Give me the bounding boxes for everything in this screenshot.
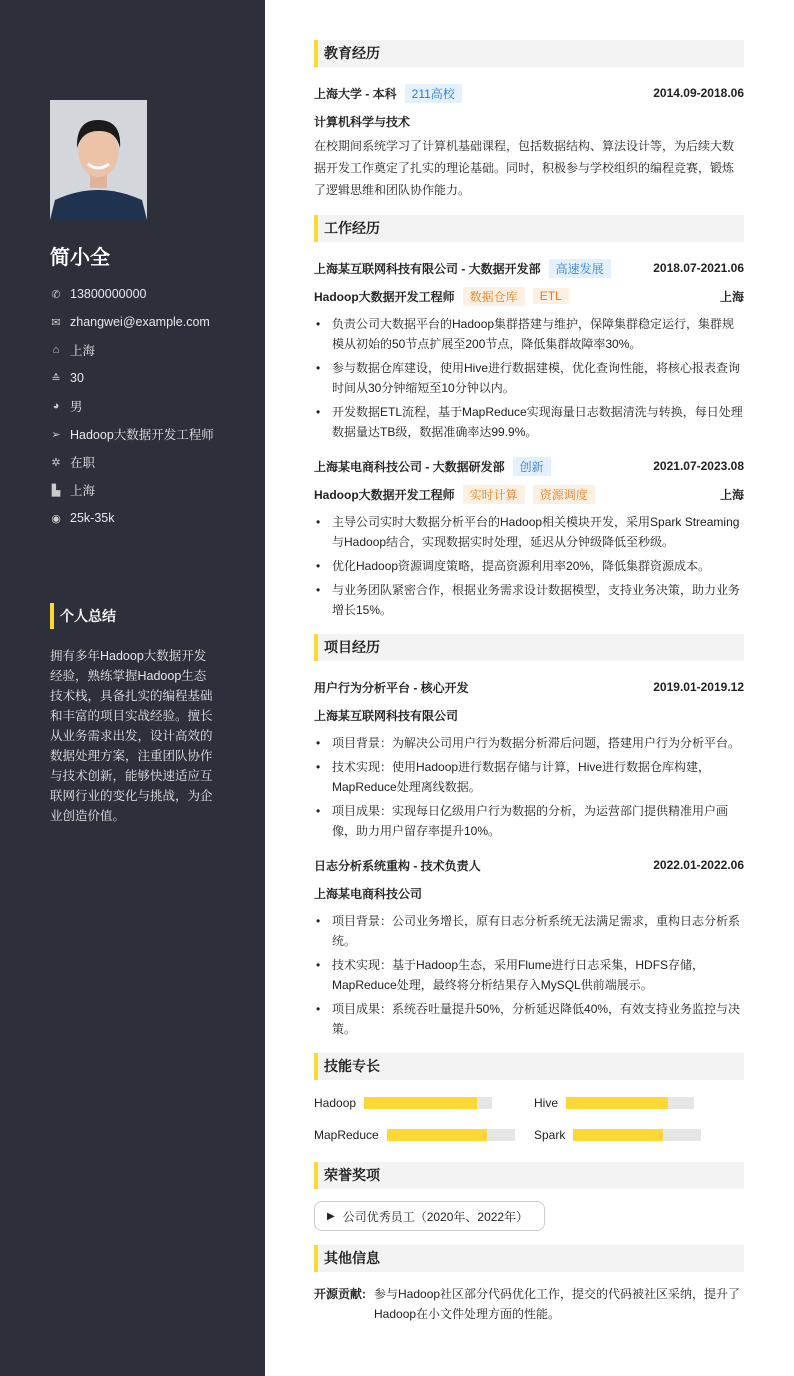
work-item bbox=[314, 254, 744, 442]
section-heading: 其他信息 bbox=[314, 1245, 744, 1272]
skill-bar-fill bbox=[387, 1129, 487, 1141]
avatar bbox=[50, 100, 147, 220]
project-item bbox=[314, 673, 744, 841]
project-name: 日志分析系统重构 - 技术负责人 bbox=[314, 858, 481, 873]
info-row bbox=[50, 336, 214, 364]
awards-section bbox=[314, 1162, 744, 1245]
skill-item bbox=[534, 1124, 744, 1146]
bullet: • 与业务团队紧密合作，根据业务需求设计数据模型，支持业务决策，助力业务增长15%。 bbox=[314, 580, 744, 620]
section-heading: 项目经历 bbox=[314, 634, 744, 661]
other-section bbox=[314, 1245, 744, 1324]
education-desc: 在校期间系统学习了计算机基础课程，包括数据结构、算法设计等，为后续大数据开发工作奠定了扎实的理论基础。同时，积极参与学校组织的编程竞赛，锻炼了逻辑思维和团队协作能力。 bbox=[314, 139, 735, 197]
skill-bar-fill bbox=[566, 1097, 668, 1109]
skill-bar-fill bbox=[573, 1129, 663, 1141]
projects-section bbox=[314, 634, 744, 1039]
award-item[interactable] bbox=[314, 1201, 545, 1231]
city: 上海 bbox=[719, 289, 744, 304]
info-row bbox=[50, 504, 214, 532]
company-tag: 创新 bbox=[513, 457, 551, 476]
info-text: 13800000000 bbox=[70, 287, 147, 301]
role: Hadoop大数据开发工程师 bbox=[314, 487, 455, 502]
company-tag: 高速发展 bbox=[549, 259, 611, 278]
profile-name: 简小全 bbox=[50, 247, 110, 269]
date: 2019.01-2019.12 bbox=[653, 680, 744, 694]
skill-item bbox=[314, 1124, 534, 1146]
age-icon: ≙ bbox=[51, 372, 61, 385]
school: 上海大学 - 本科 bbox=[314, 86, 397, 101]
sidebar bbox=[0, 0, 265, 1376]
date: 2022.01-2022.06 bbox=[653, 858, 744, 872]
triangle-right-icon: ▶ bbox=[327, 1210, 335, 1222]
skill-name: Spark bbox=[534, 1128, 566, 1142]
bullet: • 优化Hadoop资源调度策略，提高资源利用率20%，降低集群资源成本。 bbox=[314, 556, 744, 576]
info-row bbox=[50, 476, 214, 504]
skill-item bbox=[534, 1092, 744, 1114]
skill-item bbox=[314, 1092, 534, 1114]
award-label: 公司优秀员工（2020年、2022年） bbox=[342, 1209, 529, 1224]
company: 上海某互联网科技有限公司 - 大数据开发部 bbox=[314, 261, 541, 276]
skill-tag: 数据仓库 bbox=[463, 287, 525, 306]
building-icon: ▙ bbox=[51, 484, 61, 497]
city: 上海 bbox=[719, 487, 744, 502]
mail-icon: ✉ bbox=[51, 316, 61, 329]
home-icon: ⌂ bbox=[52, 344, 60, 356]
skill-tag: 实时计算 bbox=[463, 485, 525, 504]
summary-heading: 个人总结 bbox=[50, 603, 116, 629]
work-section bbox=[314, 215, 744, 620]
info-text: 男 bbox=[70, 400, 83, 414]
info-text: Hadoop大数据开发工程师 bbox=[70, 428, 214, 442]
info-row bbox=[50, 448, 214, 476]
salary-icon: ◉ bbox=[51, 512, 61, 525]
summary-text: 拥有多年Hadoop大数据开发经验，熟练掌握Hadoop生态技术栈，具备扎实的编程基础和丰富的项目实战经验。擅长从业务需求出发，设计高效的数据处理方案，注重团队协作与技术创新，能够快速适应互联网行业的变化与挑战，为企业创造价值。 bbox=[50, 649, 213, 823]
skill-tag: ETL bbox=[533, 288, 569, 304]
section-heading: 技能专长 bbox=[314, 1053, 744, 1080]
bullet: • 项目成果：实现每日亿级用户行为数据的分析，为运营部门提供精准用户画像，助力用户留存率提升10%。 bbox=[314, 801, 744, 841]
date: 2014.09-2018.06 bbox=[653, 86, 744, 100]
project-item bbox=[314, 851, 744, 1039]
skill-bar bbox=[364, 1097, 492, 1109]
contact-info bbox=[50, 280, 214, 532]
section-heading: 教育经历 bbox=[314, 40, 744, 67]
project-company: 上海某互联网科技有限公司 bbox=[314, 708, 459, 723]
info-text: zhangwei@example.com bbox=[70, 315, 210, 329]
other-text: 参与Hadoop社区部分代码优化工作，提交的代码被社区采纳，提升了Hadoop在小文件处理方面的性能。 bbox=[374, 1287, 741, 1321]
skill-bar bbox=[573, 1129, 701, 1141]
skill-name: Hadoop bbox=[314, 1096, 357, 1110]
info-row bbox=[50, 392, 214, 420]
bullet: • 参与数据仓库建设，使用Hive进行数据建模，优化查询性能，将核心报表查询时间从30分钟缩短至10分钟以内。 bbox=[314, 358, 744, 398]
date: 2018.07-2021.06 bbox=[653, 261, 744, 275]
bullet: • 项目背景：为解决公司用户行为数据分析滞后问题，搭建用户行为分析平台。 bbox=[314, 733, 744, 753]
skills-section bbox=[314, 1053, 744, 1146]
project-company: 上海某电商科技公司 bbox=[314, 886, 423, 901]
info-text: 上海 bbox=[70, 484, 96, 498]
project-name: 用户行为分析平台 - 核心开发 bbox=[314, 680, 469, 695]
info-text: 25k-35k bbox=[70, 511, 115, 525]
skill-bar-fill bbox=[364, 1097, 477, 1109]
skill-name: MapReduce bbox=[314, 1128, 379, 1142]
info-row bbox=[50, 364, 214, 392]
bullet: • 技术实现：使用Hadoop进行数据存储与计算，Hive进行数据仓库构建，MapReduce处理离线数据。 bbox=[314, 757, 744, 797]
status-icon: ✲ bbox=[51, 456, 61, 469]
skill-tag: 资源调度 bbox=[533, 485, 595, 504]
gender-icon: ◕ bbox=[52, 400, 60, 412]
bullet: • 开发数据ETL流程，基于MapReduce实现海量日志数据清洗与转换，每日处理数据量达TB级，数据准确率达99.9%。 bbox=[314, 402, 744, 442]
major: 计算机科学与技术 bbox=[314, 114, 411, 129]
info-text: 在职 bbox=[70, 456, 96, 470]
phone-icon: ✆ bbox=[51, 288, 61, 301]
info-row bbox=[50, 280, 214, 308]
bullet: • 技术实现：基于Hadoop生态，采用Flume进行日志采集，HDFS存储，MapReduce处理，最终将分析结果存入MySQL供前端展示。 bbox=[314, 955, 744, 995]
bullet: • 项目成果：系统吞吐量提升50%，分析延迟降低40%，有效支持业务监控与决策。 bbox=[314, 999, 744, 1039]
other-label: 开源贡献: bbox=[314, 1287, 366, 1301]
info-row bbox=[50, 420, 214, 448]
info-text: 30 bbox=[70, 371, 84, 385]
bullet: • 项目背景：公司业务增长，原有日志分析系统无法满足需求，重构日志分析系统。 bbox=[314, 911, 744, 951]
section-heading: 工作经历 bbox=[314, 215, 744, 242]
section-heading: 荣誉奖项 bbox=[314, 1162, 744, 1189]
company: 上海某电商科技公司 - 大数据研发部 bbox=[314, 459, 505, 474]
education-section bbox=[314, 40, 744, 201]
info-row bbox=[50, 308, 214, 336]
role: Hadoop大数据开发工程师 bbox=[314, 289, 455, 304]
skill-name: Hive bbox=[534, 1096, 559, 1110]
skill-bar bbox=[566, 1097, 694, 1109]
main-content bbox=[314, 40, 744, 1324]
send-icon: ➢ bbox=[51, 428, 61, 441]
bullet: • 负责公司大数据平台的Hadoop集群搭建与维护，保障集群稳定运行，集群规模从初始的50节点扩展至200节点，降低集群故障率30%。 bbox=[314, 314, 744, 354]
date: 2021.07-2023.08 bbox=[653, 459, 744, 473]
info-text: 上海 bbox=[70, 344, 96, 358]
skill-bar bbox=[387, 1129, 515, 1141]
bullet: • 主导公司实时大数据分析平台的Hadoop相关模块开发，采用Spark Streaming与Hadoop结合，实现数据实时处理，延迟从分钟级降低至秒级。 bbox=[314, 512, 744, 552]
work-item bbox=[314, 452, 744, 620]
school-tag: 211高校 bbox=[405, 84, 462, 103]
